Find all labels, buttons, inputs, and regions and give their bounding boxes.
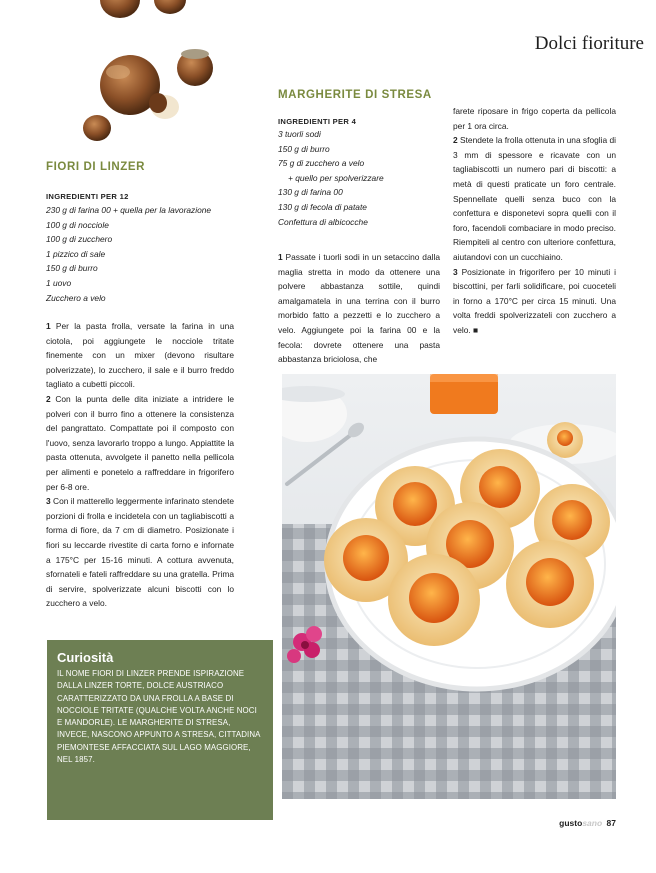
jam-jar	[430, 374, 498, 414]
footer-brand: gusto	[559, 818, 583, 828]
curiosita-box	[47, 640, 273, 820]
recipe1-steps	[46, 319, 234, 611]
recipe2-title: MARGHERITE DI STRESA	[278, 89, 432, 101]
section-title: Dolci fioriture	[534, 33, 644, 54]
ingredient-item: 150 g di burro	[46, 263, 98, 274]
recipe1-step-2: 2 Con la punta delle dita iniziate a intridere le polveri con il burro fino a ottenere la consistenza del pangrattato. Compattate poi il composto con l'uovo, senza lavorarlo troppo a lungo. Appiattite la pasta ottenuta, avvolgete il panetto nella pellicola per alimenti e ponetelo a raffreddare in frigorifero per 6-8 ore.	[46, 393, 234, 492]
recipe2-steps-col	[453, 104, 616, 338]
ingredient-item: 1 pizzico di sale	[46, 248, 106, 259]
ingredient-item: Confettura di albicocche	[278, 216, 368, 227]
ingredient-item: 3 tuorli sodi	[278, 129, 321, 139]
recipe1-ingredients	[46, 192, 246, 305]
hazelnut-6	[83, 115, 111, 141]
ingredient-item: 1 uovo	[46, 277, 72, 288]
hazelnut-2	[154, 0, 186, 14]
hazelnuts-image	[80, 0, 230, 150]
ingredient-item: 100 g di zucchero	[46, 234, 113, 245]
page-footer	[559, 818, 616, 828]
ingredient-item: 230 g di farina 00 + quella per la lavorazione	[46, 205, 212, 215]
page-number: 87	[606, 818, 616, 828]
cookie-6	[506, 540, 594, 628]
hazelnut-5	[149, 93, 179, 119]
hazelnut-1	[100, 0, 140, 18]
recipe1-title: FIORI DI LINZER	[46, 161, 146, 173]
ingredient-item: + quello per spolverizzare	[288, 172, 384, 183]
cookie-7	[388, 554, 480, 646]
recipe1-step-3: 3 Con il matterello leggermente infarinato stendete porzioni di frolla e incidetela con un tagliabiscotti a forma di fiore, da 7 cm di diametro. Posizionate i fiori su leccarde rivestite di carta forno e infornate a 175°C per 15-16 minuti. A cottura avvenuta, sfornateli e fateli raffreddare su una gratella. Prima di servire, spolverizzate alcuni biscotti con lo zucchero a velo.	[46, 496, 234, 609]
ingredient-item: Zucchero a velo	[46, 292, 106, 303]
recipe2-step-2: 2 Stendete la frolla ottenuta in una sfoglia di 3 mm di spessore e ricavate con un tagliabiscotti un numero pari di biscotti: a metà di questi praticate un foro centrale. Spennellate quelli senza buco con la confettura e disponetevi sopra quelli con il foro, facendoli combaciare in modo preciso. Riempiteli al centro con ulteriore confettura, aiutandovi con un cucchiaino.	[453, 135, 616, 262]
ingredient-item: 130 g di fecola di patate	[278, 201, 367, 212]
recipe1-ingredients-heading: INGREDIENTI PER 12	[46, 192, 129, 201]
recipe2-step-1: 1 Passate i tuorli sodi in un setaccino dalla maglia stretta in modo da ottenere una polvere abbastanza sottile, quindi amalgamatela in una terrina con il burro morbido fatto a pezzetti e lo zucchero a velo. Aggiungete poi la farina 00 e la fecola: dovrete ottenere una pasta abbastanza briciolosa, che	[278, 252, 440, 365]
recipe2-step-1-continued: farete riposare in frigo coperta da pellicola per 1 ora circa.	[453, 106, 616, 131]
ingredient-item: 130 g di farina 00	[278, 187, 343, 198]
cookies-photo	[282, 374, 616, 799]
hazelnut-3	[177, 49, 213, 86]
recipe2-ingredients-heading: INGREDIENTI PER 4	[278, 117, 357, 126]
ingredient-item: 100 g di nocciole	[46, 219, 109, 230]
recipe2-step-3: 3 Posizionate in frigorifero per 10 minuti i biscottini, per farli solidificare, poi cuoceteli in forno a 170°C per circa 15 minuti. Una volta freddi spolverizzateli con zucchero a velo. ■	[453, 266, 616, 335]
footer-brand-tail: sano	[582, 818, 603, 828]
recipe2-ingredients	[278, 117, 438, 229]
curiosita-text: IL NOME FIORI DI LINZER PRENDE ISPIRAZIONE DALLA LINZER TORTE, DOLCE AUSTRIACO CARATTERIZZATO DA UNA FROLLA A BASE DI NOCCIOLE TRITATE (QUALCHE VOLTA ANCHE NOCI E MANDORLE). LE MARGHERITE DI STRESA, INVECE, NASCONO APPUNTO A STRESA, CITTADINA PIEMONTESE AFFACCIATA SUL LAGO MAGGIORE, NEL 1857.	[57, 669, 261, 765]
curiosita-heading: Curiosità	[57, 650, 114, 665]
recipe1-step-1: 1 Per la pasta frolla, versate la farina in una ciotola, poi aggiungete le nocciole tritate finemente con un mixer (devono risultare polverizzate), lo zucchero, il sale e il burro freddo tagliato a cubetti piccoli.	[46, 321, 234, 390]
ingredient-item: 75 g di zucchero a velo	[278, 158, 365, 169]
ingredient-item: 150 g di burro	[278, 143, 330, 154]
